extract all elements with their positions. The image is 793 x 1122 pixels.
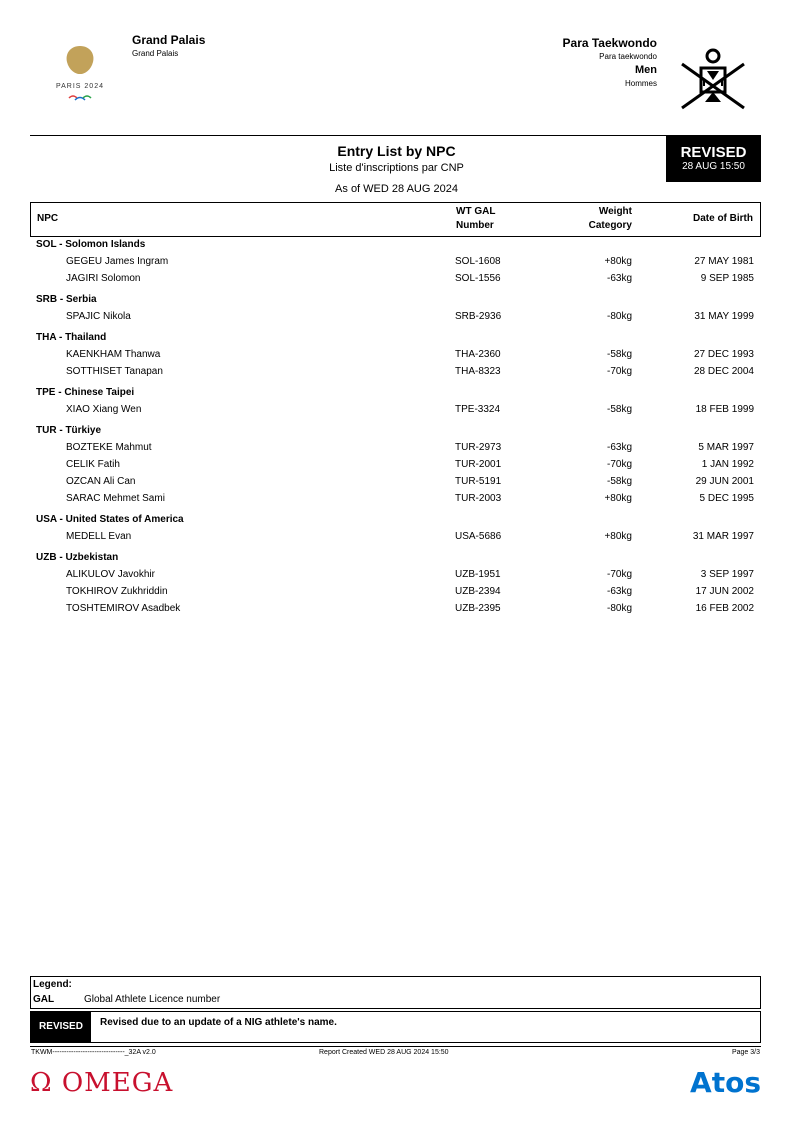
footer-rule (30, 1046, 761, 1047)
atos-logo: Atos (690, 1066, 761, 1099)
gal-number: THA-8323 (455, 366, 501, 377)
npc-group-header: UZB - Uzbekistan (36, 552, 119, 563)
table-row (30, 349, 761, 363)
revised-label: REVISED (680, 144, 747, 161)
gal-number: TUR-2003 (455, 493, 502, 504)
npc-group-header: USA - United States of America (36, 514, 184, 525)
athlete-name: XIAO Xiang Wen (66, 404, 142, 415)
gal-number: SOL-1608 (455, 256, 501, 267)
weight-category: -58kg (606, 349, 632, 360)
weight-category: +80kg (604, 493, 632, 504)
athlete-name: TOKHIROV Zukhriddin (66, 586, 168, 597)
revised-legend (30, 1011, 761, 1043)
sport-subtitle: Para taekwondo (599, 52, 657, 61)
date-of-birth: 5 MAR 1997 (698, 442, 754, 453)
weight-category: +80kg (604, 256, 632, 267)
date-of-birth: 28 DEC 2004 (693, 366, 754, 377)
table-header (30, 202, 761, 237)
gal-number: USA-5686 (455, 531, 502, 542)
weight-category: -63kg (606, 273, 632, 284)
date-of-birth: 17 JUN 2002 (695, 586, 754, 597)
date-of-birth: 29 JUN 2001 (695, 476, 754, 487)
athlete-name: ALIKULOV Javokhir (66, 569, 155, 580)
date-of-birth: 27 DEC 1993 (693, 349, 754, 360)
weight-category: +80kg (604, 531, 632, 542)
date-of-birth: 18 FEB 1999 (695, 404, 754, 415)
document-as-of: As of WED 28 AUG 2024 (335, 183, 458, 195)
athlete-name: BOZTEKE Mahmut (66, 442, 152, 453)
date-of-birth: 5 DEC 1995 (699, 493, 754, 504)
npc-group-header: TPE - Chinese Taipei (36, 387, 135, 398)
weight-category: -63kg (606, 586, 632, 597)
npc-group-header: SRB - Serbia (36, 294, 97, 305)
table-row (30, 493, 761, 507)
athlete-name: KAENKHAM Thanwa (66, 349, 161, 360)
table-row (30, 459, 761, 473)
table-row (30, 311, 761, 325)
gal-number: SRB-2936 (455, 311, 502, 322)
col-dob: Date of Birth (693, 213, 753, 224)
athlete-name: CELIK Fatih (66, 459, 120, 470)
athlete-name: OZCAN Ali Can (66, 476, 136, 487)
event-title: Men (635, 64, 657, 76)
col-gal (456, 205, 495, 233)
weight-category: -58kg (606, 476, 632, 487)
gal-number: TUR-5191 (455, 476, 502, 487)
logo-text: PARIS 2024 (55, 83, 104, 90)
table-row (30, 366, 761, 380)
col-weight-line1: Weight (598, 206, 632, 217)
table-row (30, 273, 761, 287)
date-of-birth: 27 MAY 1981 (694, 256, 754, 267)
gal-number: TUR-2973 (455, 442, 502, 453)
legend-key: GAL (33, 994, 55, 1005)
gal-number: TUR-2001 (455, 459, 502, 470)
venue-title: Grand Palais (132, 33, 206, 47)
sport-block (563, 36, 657, 89)
para-taekwondo-pictogram-icon (678, 46, 748, 116)
document-subtitle: Liste d'inscriptions par CNP (329, 162, 464, 174)
revised-legend-badge: REVISED (31, 1012, 91, 1042)
omega-logo: Ω OMEGA (30, 1068, 174, 1098)
athlete-name: GEGEU James Ingram (66, 256, 169, 267)
table-row (30, 586, 761, 600)
document-title: Entry List by NPC (337, 143, 456, 159)
paris-2024-emblem-icon (45, 40, 115, 110)
gal-number: SOL-1556 (455, 273, 501, 284)
col-npc: NPC (37, 213, 59, 224)
athlete-name: SOTTHISET Tanapan (66, 366, 163, 377)
athlete-name: TOSHTEMIROV Asadbek (66, 603, 181, 614)
gal-number: UZB-1951 (455, 569, 501, 580)
table-row (30, 404, 761, 418)
athlete-name: SPAJIC Nikola (66, 311, 131, 322)
table-row (30, 531, 761, 545)
weight-category: -70kg (606, 366, 632, 377)
weight-category: -58kg (606, 404, 632, 415)
date-of-birth: 3 SEP 1997 (700, 569, 754, 580)
revised-legend-text: Revised due to an update of a NIG athlete's name. (100, 1017, 337, 1028)
athlete-name: SARAC Mehmet Sami (66, 493, 165, 504)
event-subtitle: Hommes (624, 79, 657, 88)
date-of-birth: 31 MAY 1999 (694, 311, 754, 322)
header-rule (30, 135, 761, 136)
athlete-name: MEDELL Evan (66, 531, 132, 542)
npc-group-header: SOL - Solomon Islands (36, 239, 146, 250)
weight-category: -80kg (606, 603, 632, 614)
legend-box (30, 976, 761, 1009)
table-row (30, 256, 761, 270)
weight-category: -70kg (606, 459, 632, 470)
gal-number: TPE-3324 (455, 404, 501, 415)
npc-group-header: THA - Thailand (36, 332, 107, 343)
table-row (30, 603, 761, 617)
date-of-birth: 1 JAN 1992 (701, 459, 754, 470)
legend-title: Legend: (33, 979, 72, 990)
date-of-birth: 16 FEB 2002 (695, 603, 754, 614)
page-number: Page 3/3 (731, 1049, 760, 1056)
revised-time: 28 AUG 15:50 (682, 161, 745, 172)
gal-number: THA-2360 (455, 349, 501, 360)
col-weight (589, 205, 632, 233)
date-of-birth: 9 SEP 1985 (700, 273, 754, 284)
paris-2024-paralympics-logo (45, 40, 115, 110)
gal-number: UZB-2394 (455, 586, 501, 597)
table-row (30, 476, 761, 490)
legend-value: Global Athlete Licence number (84, 994, 221, 1005)
revised-badge (666, 136, 761, 182)
weight-category: -63kg (606, 442, 632, 453)
date-of-birth: 31 MAR 1997 (692, 531, 754, 542)
venue-subtitle: Grand Palais (132, 49, 179, 58)
sport-title: Para Taekwondo (562, 36, 657, 50)
col-gal-line2: Number (456, 220, 494, 231)
report-code: TKWM-------------------------------_32A v2.0 (31, 1049, 156, 1056)
table-row (30, 569, 761, 583)
report-created: Report Created WED 28 AUG 2024 15:50 (319, 1049, 449, 1056)
weight-category: -80kg (606, 311, 632, 322)
col-weight-line2: Category (588, 220, 632, 231)
col-gal-line1: WT GAL (456, 206, 496, 217)
gal-number: UZB-2395 (455, 603, 501, 614)
weight-category: -70kg (606, 569, 632, 580)
athlete-name: JAGIRI Solomon (66, 273, 141, 284)
table-row (30, 442, 761, 456)
npc-group-header: TUR - Türkiye (36, 425, 102, 436)
